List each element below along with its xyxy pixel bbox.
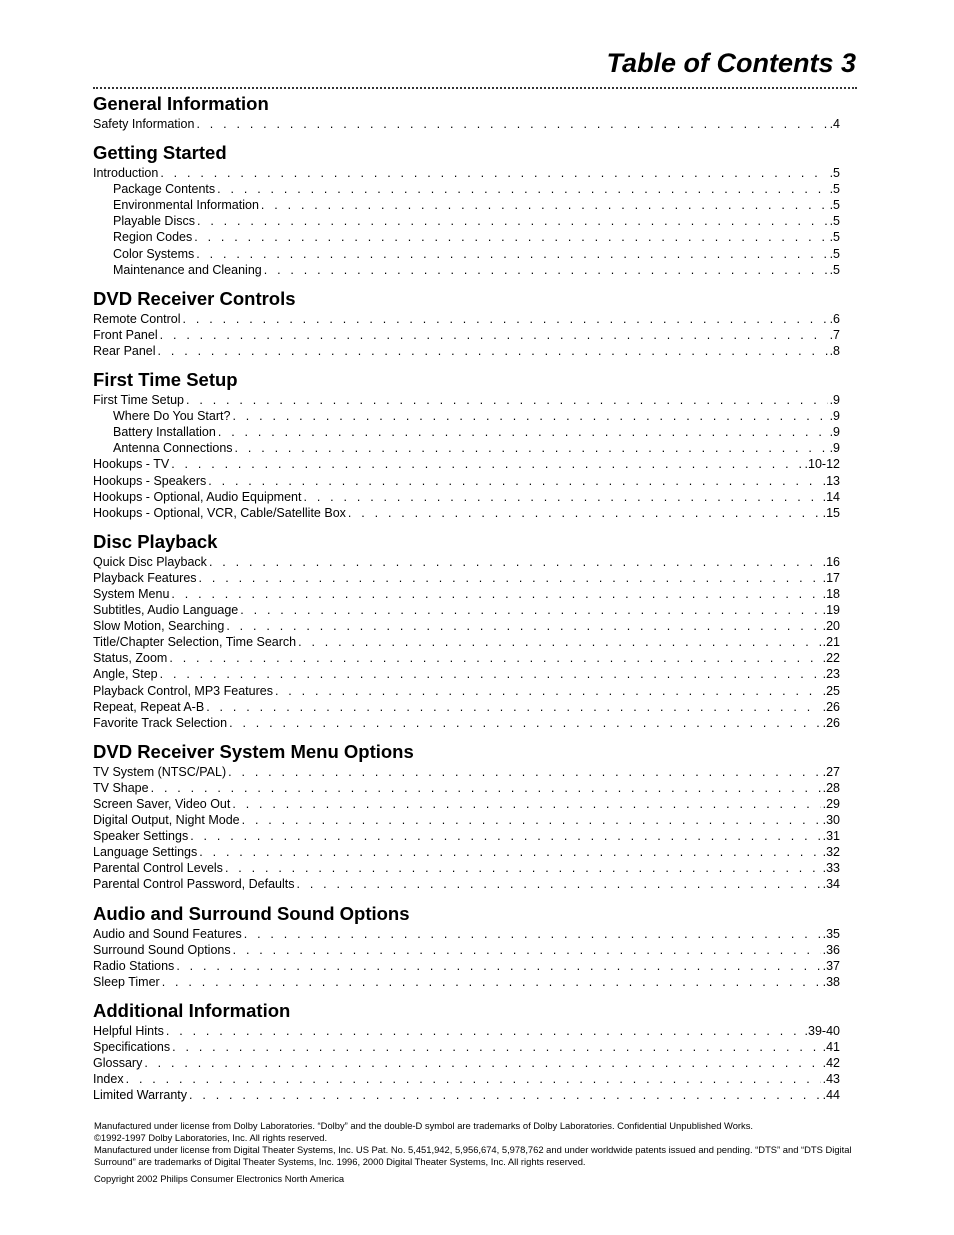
toc-entry [93, 1023, 840, 1039]
entry-label: First Time Setup [93, 393, 184, 408]
toc-section [93, 141, 840, 278]
toc-section [93, 287, 840, 359]
toc-entry [93, 213, 840, 229]
entry-label: Safety Information [93, 117, 195, 131]
section-heading: DVD Receiver System Menu Options [93, 740, 414, 762]
copyright-notice: Copyright 2002 Philips Consumer Electronics North America [94, 1173, 345, 1184]
entry-label: Slow Motion, Searching [93, 619, 225, 634]
toc-entry [93, 586, 840, 602]
dot-leader [235, 440, 828, 456]
entry-label: Limited Warranty [93, 1088, 188, 1103]
toc-section [93, 902, 840, 990]
toc-entry [93, 505, 840, 521]
dot-leader [186, 392, 828, 408]
entry-page-number: .6 [829, 311, 840, 326]
section-heading: DVD Receiver Controls [93, 287, 296, 309]
toc-entry [93, 828, 840, 844]
entry-page-number: .10-12 [804, 457, 840, 472]
dot-leader [162, 974, 821, 990]
toc-entry [93, 440, 840, 456]
entry-label: Sleep Timer [93, 974, 160, 989]
entry-page-number: .27 [822, 764, 840, 779]
toc-section [93, 92, 840, 132]
entry-page-number: .39-40 [804, 1023, 840, 1038]
dot-leader [160, 327, 828, 343]
dot-leader [151, 780, 821, 796]
dot-leader [232, 408, 827, 424]
toc-entry [93, 424, 840, 440]
dot-leader [169, 650, 820, 666]
dot-leader [244, 926, 821, 942]
entry-label: Angle, Step [93, 667, 158, 682]
entry-label: Playback Control, MP3 Features [93, 683, 273, 698]
entry-page-number: .5 [829, 166, 840, 181]
entry-page-number: .9 [829, 393, 840, 408]
entry-page-number: .18 [822, 586, 840, 601]
entry-label: Remote Control [93, 311, 181, 326]
dot-leader [171, 586, 820, 602]
toc-entry [93, 860, 840, 876]
toc-entry [93, 456, 840, 472]
entry-label: Language Settings [93, 845, 198, 860]
dot-leader [232, 796, 820, 812]
dot-leader [233, 942, 821, 958]
entry-page-number: .21 [822, 635, 840, 650]
section-heading: Additional Information [93, 999, 291, 1021]
entry-label: Repeat, Repeat A-B [93, 699, 205, 714]
entry-page-number: .32 [822, 845, 840, 860]
entry-label: Favorite Track Selection [93, 715, 228, 730]
toc-entry [93, 683, 840, 699]
notice-line: Manufactured under license from Digital Theater Systems, Inc. US Pat. No. 5,451,942, 5,956,674, 5,978,762 and under worldwide patents issued and pending. “DTS” and “DTS Digital Surround” are trademarks of Digital Theater Systems, Inc. 1996, 2000 Digital Theater Systems, Inc. All rights reserved. [94, 1144, 852, 1167]
entry-page-number: .26 [822, 715, 840, 730]
entry-label: TV System (NTSC/PAL) [93, 764, 227, 779]
toc-entry [93, 262, 840, 278]
toc-entry [93, 1055, 840, 1071]
toc-entry [93, 554, 840, 570]
entry-label: TV Shape [93, 780, 149, 795]
entry-page-number: .41 [822, 1040, 840, 1055]
toc-entry [93, 602, 840, 618]
entry-label: Rear Panel [93, 343, 156, 358]
toc-entry [93, 116, 840, 132]
entry-label: Parental Control Levels [93, 861, 223, 876]
dot-leader [126, 1071, 821, 1087]
entry-page-number: .42 [822, 1056, 840, 1071]
entry-label: Hookups - TV [93, 457, 170, 472]
dot-leader [208, 473, 820, 489]
dot-leader [348, 505, 821, 521]
dot-leader [196, 116, 827, 132]
entry-page-number: .29 [822, 797, 840, 811]
entry-label: Where Do You Start? [113, 409, 231, 424]
dot-leader [183, 311, 828, 327]
entry-page-number: .30 [822, 813, 840, 828]
entry-page-number: .38 [822, 974, 840, 989]
entry-page-number: .5 [829, 182, 840, 197]
entry-page-number: .8 [829, 343, 840, 358]
toc-entry [93, 876, 840, 892]
entry-page-number: .15 [822, 505, 840, 520]
entry-label: Audio and Sound Features [93, 926, 242, 941]
dot-leader [144, 1055, 820, 1071]
toc-entry [93, 181, 840, 197]
entry-label: Playable Discs [113, 214, 195, 229]
entry-label: Playback Features [93, 570, 197, 585]
dot-leader [298, 634, 821, 650]
entry-label: Index [93, 1072, 124, 1087]
toc-entry [93, 327, 840, 343]
toc-entry [93, 764, 840, 780]
dot-leader [196, 246, 827, 262]
entry-page-number: .34 [822, 877, 840, 892]
toc-entry [93, 926, 840, 942]
entry-label: Speaker Settings [93, 829, 189, 844]
toc-section [93, 368, 840, 521]
toc-entry [93, 1087, 840, 1103]
entry-page-number: .4 [829, 117, 840, 131]
entry-label: Surround Sound Options [93, 942, 231, 957]
toc-entry [93, 699, 840, 715]
dot-leader [172, 1039, 820, 1055]
toc-entry [93, 246, 840, 262]
dot-leader [199, 570, 821, 586]
dotted-title-rule [93, 87, 857, 89]
entry-label: Radio Stations [93, 958, 175, 973]
dot-leader [303, 489, 820, 505]
entry-label: Antenna Connections [113, 441, 233, 456]
dot-leader [189, 1087, 821, 1103]
section-heading: First Time Setup [93, 369, 238, 391]
toc-entry [93, 780, 840, 796]
toc-entry [93, 796, 840, 812]
toc-entry [93, 974, 840, 990]
toc-entry [93, 229, 840, 245]
entry-page-number: .5 [829, 198, 840, 213]
dot-leader [261, 197, 828, 213]
toc-entry [93, 473, 840, 489]
notice-line: Manufactured under license from Dolby Laboratories. “Dolby” and the double-D symbol are trademarks of Dolby Laboratories. Confidential Unpublished Works. [94, 1120, 754, 1131]
dot-leader [264, 262, 828, 278]
dot-leader [158, 343, 828, 359]
entry-page-number: .33 [822, 861, 840, 876]
entry-page-number: .36 [822, 942, 840, 957]
toc-entry [93, 666, 840, 682]
entry-page-number: .9 [829, 441, 840, 456]
entry-page-number: .9 [829, 425, 840, 440]
section-heading: Getting Started [93, 142, 227, 164]
toc-entry [93, 618, 840, 634]
toc-entry [93, 408, 840, 424]
entry-label: Screen Saver, Video Out [93, 797, 231, 811]
toc-entry [93, 392, 840, 408]
entry-page-number: .35 [822, 926, 840, 941]
dot-leader [225, 860, 821, 876]
toc-entry [93, 489, 840, 505]
dot-leader [206, 699, 820, 715]
entry-page-number: .44 [822, 1088, 840, 1103]
entry-page-number: .5 [829, 230, 840, 245]
page-title: Table of Contents 3 [606, 48, 856, 78]
entry-label: Parental Control Password, Defaults [93, 877, 295, 892]
entry-label: Helpful Hints [93, 1023, 164, 1038]
section-heading: General Information [93, 93, 269, 114]
entry-page-number: .14 [822, 489, 840, 504]
toc-section [93, 999, 840, 1103]
dot-leader [217, 181, 827, 197]
notice-line: ©1992-1997 Dolby Laboratories, Inc. All rights reserved. [94, 1132, 328, 1143]
dot-leader [240, 602, 820, 618]
entry-page-number: .26 [822, 699, 840, 714]
toc-entry [93, 650, 840, 666]
entry-label: Hookups - Optional, Audio Equipment [93, 489, 302, 504]
entry-label: Region Codes [113, 230, 193, 245]
toc-entry [93, 958, 840, 974]
entry-page-number: .20 [822, 619, 840, 634]
dot-leader [229, 715, 821, 731]
entry-label: Front Panel [93, 327, 158, 342]
dot-leader [199, 844, 820, 860]
dot-leader [296, 876, 820, 892]
entry-label: Quick Disc Playback [93, 554, 207, 569]
entry-page-number: .23 [822, 667, 840, 682]
entry-page-number: .22 [822, 651, 840, 666]
toc-entry [93, 197, 840, 213]
dot-leader [226, 618, 820, 634]
entry-page-number: .9 [829, 409, 840, 424]
entry-label: Hookups - Optional, VCR, Cable/Satellite Box [93, 505, 346, 520]
toc-entry [93, 634, 840, 650]
section-heading: Disc Playback [93, 530, 218, 552]
dot-leader [194, 229, 827, 245]
dot-leader [190, 828, 820, 844]
entry-label: Environmental Information [113, 198, 259, 213]
entry-label: Specifications [93, 1040, 171, 1055]
entry-label: Battery Installation [113, 425, 216, 440]
license-notices [94, 1120, 862, 1168]
dot-leader [160, 666, 821, 682]
dot-leader [160, 165, 827, 181]
entry-page-number: .5 [829, 246, 840, 261]
toc-entry [93, 844, 840, 860]
entry-label: Status, Zoom [93, 651, 168, 666]
toc-entry [93, 715, 840, 731]
entry-page-number: .5 [829, 214, 840, 229]
entry-page-number: .28 [822, 780, 840, 795]
table-of-contents [93, 92, 840, 1103]
toc-entry [93, 812, 840, 828]
entry-page-number: .31 [822, 829, 840, 844]
dot-leader [275, 683, 821, 699]
entry-label: Maintenance and Cleaning [113, 262, 262, 277]
toc-entry [93, 1039, 840, 1055]
toc-entry [93, 1071, 840, 1087]
entry-label: Title/Chapter Selection, Time Search [93, 635, 297, 650]
toc-entry [93, 570, 840, 586]
toc-entry [93, 311, 840, 327]
entry-label: Introduction [93, 166, 159, 181]
entry-label: Color Systems [113, 246, 195, 261]
entry-page-number: .43 [822, 1072, 840, 1087]
entry-page-number: .19 [822, 603, 840, 618]
dot-leader [176, 958, 820, 974]
entry-page-number: .13 [822, 473, 840, 488]
entry-label: Digital Output, Night Mode [93, 813, 240, 828]
entry-label: Subtitles, Audio Language [93, 603, 239, 618]
entry-page-number: .25 [822, 683, 840, 698]
entry-label: System Menu [93, 586, 170, 601]
dot-leader [197, 213, 828, 229]
dot-leader [209, 554, 821, 570]
entry-label: Hookups - Speakers [93, 473, 207, 488]
dot-leader [242, 812, 821, 828]
toc-section [93, 740, 840, 893]
toc-entry [93, 165, 840, 181]
entry-page-number: .7 [829, 327, 840, 342]
entry-page-number: .5 [829, 262, 840, 277]
dot-leader [166, 1023, 803, 1039]
dot-leader [218, 424, 828, 440]
toc-entry [93, 942, 840, 958]
entry-label: Package Contents [113, 182, 216, 197]
entry-page-number: .37 [822, 958, 840, 973]
entry-page-number: .17 [822, 570, 840, 585]
dot-leader [171, 456, 802, 472]
section-heading: Audio and Surround Sound Options [93, 902, 410, 924]
toc-entry [93, 343, 840, 359]
toc-section [93, 530, 840, 731]
dot-leader [228, 764, 820, 780]
entry-label: Glossary [93, 1056, 143, 1071]
entry-page-number: .16 [822, 554, 840, 569]
